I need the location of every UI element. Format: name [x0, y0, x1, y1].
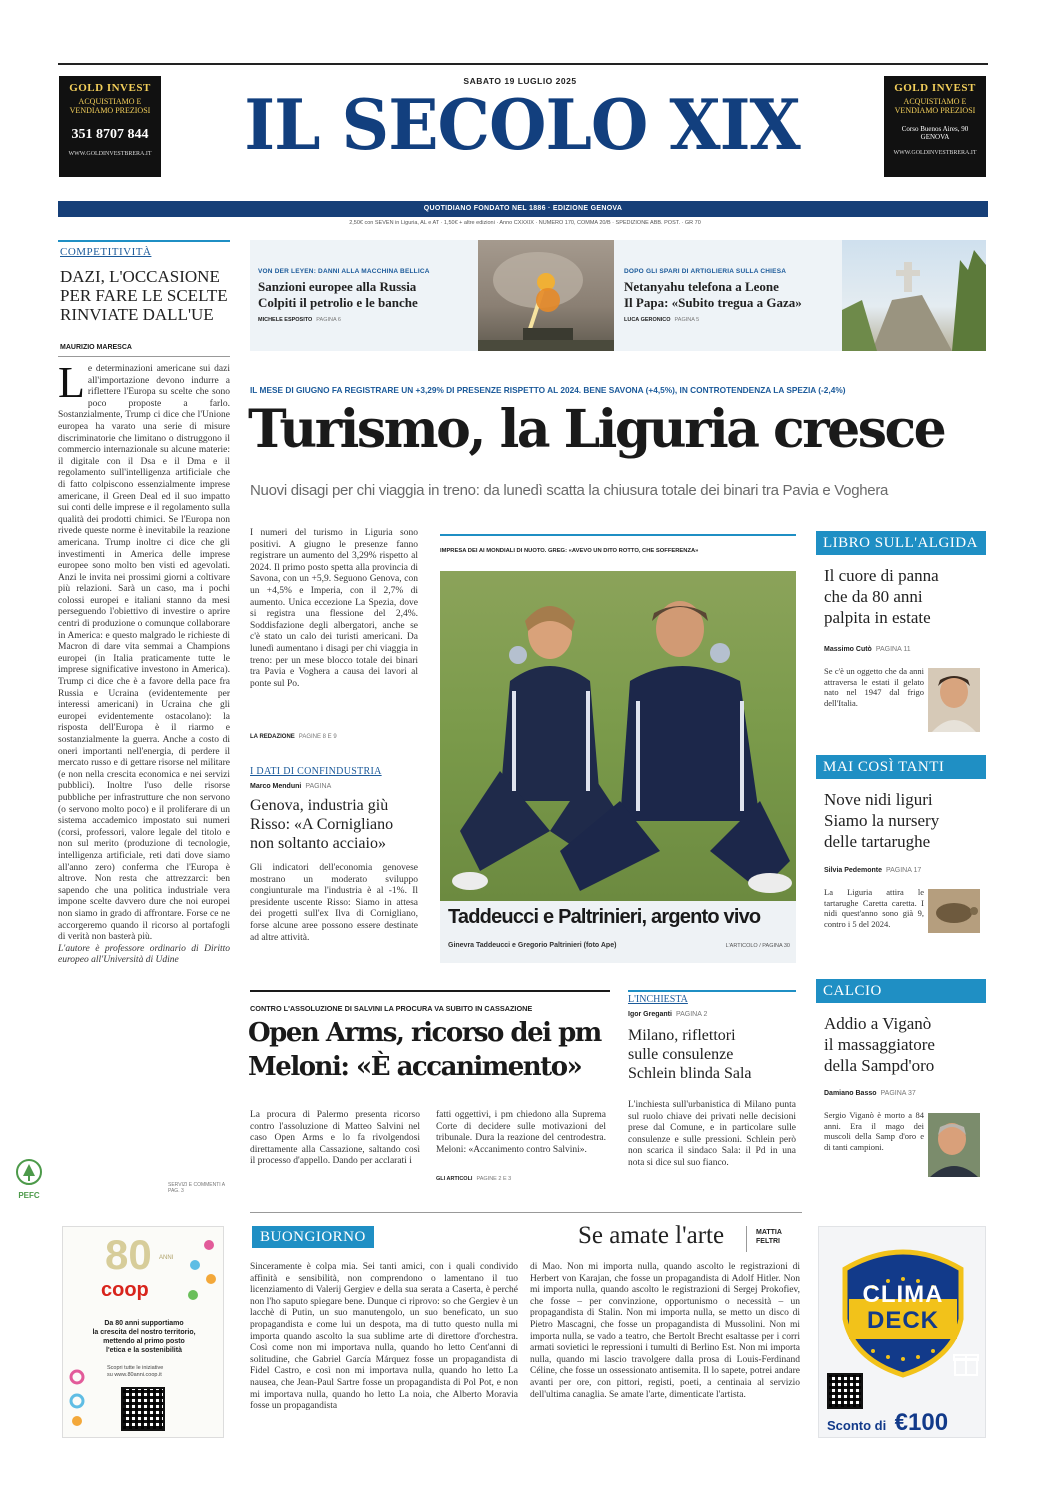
- buongiorno-author-line: FELTRI: [756, 1238, 780, 1245]
- inquiry-page: PAGINA 2: [675, 1011, 708, 1018]
- teaser-title: [258, 279, 474, 311]
- photo-story-kicker: IMPRESA DEI AI MONDIALI DI NUOTO. GREG: «AVEVO UN DITO ROTTO, CHE SOFFERENZA»: [440, 548, 699, 554]
- photo-story-caption-box[interactable]: [440, 901, 796, 963]
- gold-invest-line2: VENDIAMO PREZIOSI: [69, 106, 151, 115]
- buongiorno-title: Se amate l'arte: [578, 1222, 725, 1249]
- sidebar-author: Silvia Pedemonte: [824, 867, 882, 874]
- inquiry-title-line: sulle consulenze: [628, 1046, 734, 1063]
- sidebar-author: Damiano Basso: [824, 1090, 877, 1097]
- teaser-title: [624, 279, 840, 311]
- teaser-card[interactable]: [624, 268, 840, 338]
- industry-title-line: non soltanto acciaio»: [250, 835, 386, 852]
- editorial-body-text: e determinazioni americane sui dazi all'importazione devono indurre a riflettere l'Europa su scelte che sono poco proposte a farlo. Sostanzialmente, Trump ci dice che l'Unione europea ha varato una serie di misure discriminatorie che limitano o distruggono il commercio internazionale su alcune materie: il digitale con il Dsa e il Dma e il regolamento sull'intelligenza artificiale che di fatto colpiscono essenzialmente imprese americane, il Green Deal ed il suo impatto sui conti delle imprese e il regolamento sulla qualità dei prodotti chimici. Se l'Europa non rivede queste norme è inevitabile la reazione americana. Trump inoltre ci dice che gli investimenti in America delle imprese europee sono molto ben visti ed agevolati. Anzi le invita nei prossimi giorni a coltivare più relazioni. Sarà un caso, ma i pochi colossi europei e italiani stanno da mesi perseguendo l'obiettivo di investire o aprire centri di produzione o comunque collaborare in America: e questo malgrado le richieste di Macron di dare vita semmai a Champions europei (in Italia praticamente tutte le imprese significative investono in America). Trump ci dice che è a favore della pace fra Russia e Ucraina (evidentemente per interessi americani) in Ucraina che gli europei evidentemente ostacolano): la risposta dell'Europa è il riarmo e sostanzialmente la guerra. Anche a costo di oneri importanti nell'energia, di perdere il mercato russo e di gettare risorse nel militare (e non nella crescita economica e nei servizi pubblici). Inoltre l'uso delle risorse pubbliche per infrastrutture che non servono (o servono molto poco) e il proliferare di un sistema accademico impostato sui numeri (corsi, professori, valore legale del titolo e non sul merito (produzione di tecnologie, intelligenza artificiale, reti dati dove siamo all'anno zero) conferma che l'Europa è altrove. Non resta che attrezzarci: ben sapendo che una politica industriale vera impone scelte davvero dure che noi europei non siamo in grado di affrontare. Forse ce ne accorgeremo quando il ricorso al portafogli di verità non basterà più.: [58, 364, 230, 943]
- sidebar-rubric: MAI COSÌ TANTI: [816, 755, 986, 779]
- editorial-separator: [58, 356, 230, 357]
- sidebar-title-line: delle tartarughe: [824, 832, 931, 851]
- gold-invest-line1: ACQUISTIAMO E: [78, 97, 142, 106]
- gold-invest-ad-left[interactable]: [59, 76, 161, 177]
- clima-deck-ad[interactable]: [818, 1226, 986, 1438]
- industry-title-line: Genova, industria giù: [250, 797, 389, 814]
- lead-body-text: I numeri del turismo in Liguria sono positivi. A giugno le presenze fanno registrare un aumento del 3,29% rispetto al 2024. Il primo posto spetta alla provincia di Savona, con un +5,9. Seguono Genova, con un +4,5% e Imperia, con il 2,7% di aumento. Unica eccezione La Spezia, dove si registra una flessione del 2,4%. Soddisfazione degli albergatori, anche se c'è stato un calo dei turisti americani. Da lunedì aumentano i disagi per chi viaggia in treno: per un mese blocco totale dei binari tra Pavia e Voghera a causa dei lavori al ponte sul Po.: [250, 528, 418, 689]
- editorial-headline-line: RINVIATE DALL'UE: [60, 305, 214, 324]
- gold-invest-line2: VENDIAMO PREZIOSI: [894, 106, 976, 115]
- masthead-top-rule: [58, 63, 988, 65]
- buongiorno-author: [756, 1228, 782, 1246]
- turtle-photo: [928, 889, 980, 933]
- masthead-strip-text: QUOTIDIANO FONDATO NEL 1886 · EDIZIONE GENOVA: [423, 205, 623, 212]
- lead-byline: [250, 734, 337, 740]
- coop-qr-code-icon[interactable]: [121, 1387, 165, 1431]
- editorial-headline-line: PER FARE LE SCELTE: [60, 286, 228, 305]
- inquiry-article[interactable]: [628, 990, 796, 1190]
- industry-page: PAGINA: [305, 783, 332, 790]
- sidebar-title: [824, 789, 984, 852]
- industry-article[interactable]: [250, 766, 418, 966]
- sidebar-title: [824, 565, 984, 628]
- buongiorno-col1: Sinceramente è colpa mia. Sei tanti amici, con i quali condivido affinità e sensibilità, non comprendono o lamentano il tuo licenziamento di Valerij Gergiev e della sua serata a Caserta, è perché non l'ho saputo spiegare bene. Dunque ci riprovo: so che Gergiev è un lacchè di Putin, un suo manutengolo, un suo beneficato, un suo propagandista e come lui un despota, ma di tutto questo nulla mi importa quando ascolto la sua sublime arte di direttore d'orchestra. Così come non mi importava nulla, quando ho letto Cent'anni di solitudine, che Gabriel García Márquez fosse un propagandista di Fidel Castro, e così non mi importava nulla, quando ho letto La nausea, che Jean-Paul Sartre fosse un propagandista di Pol Pot, e non mi importava nulla, quando ho letto La noia, che Alberto Moravia fosse un propagandista: [250, 1262, 518, 1412]
- sidebar: [816, 531, 986, 1191]
- open-arms-body-right: fatti oggettivi, i pm chiedono alla Suprema Corte di decidere sulle motivazioni del tribunale. Dura la reazione del centrodestra. Meloni: «Accanimento contro Salvini».: [436, 1110, 606, 1155]
- gift-icon: [951, 1347, 981, 1377]
- industry-body: Gli indicatori dell'economia genovese mostrano un moderato sviluppo congiunturale ma l'industria è al -1%. Il presidente uscente Risso: Siamo in attesa dei progetti sull'ex Ilva di Cornigliano, forse alcune aree possono essere destinate ad altre attività.: [250, 863, 418, 943]
- inquiry-title-line: Milano, riflettori: [628, 1027, 736, 1044]
- open-arms-author: GLI ARTICOLI: [436, 1176, 473, 1182]
- lead-kicker: IL MESE DI GIUGNO FA REGISTRARE UN +3,29% DI PRESENZE RISPETTO AL 2024. BENE SAVONA (+4,5%), IN CONTROTENDENZA LA SPEZIA (-2,4%): [250, 385, 846, 395]
- inquiry-author: Igor Greganti: [628, 1011, 672, 1018]
- sidebar-title-line: Siamo la nursery: [824, 811, 940, 830]
- teaser-author: MICHELE ESPOSITO: [258, 317, 313, 323]
- industry-byline: [250, 783, 418, 790]
- open-arms-rule: [250, 990, 610, 992]
- teaser-page: PAGINA 6: [316, 317, 341, 323]
- sidebar-title-line: Addio a Viganò: [824, 1014, 932, 1033]
- inquiry-title-line: Schlein blinda Sala: [628, 1065, 752, 1082]
- inquiry-rubric: L'INCHIESTA: [628, 994, 688, 1005]
- coop-side-icons: [67, 1367, 87, 1427]
- buongiorno-title-divider: [746, 1226, 747, 1252]
- gold-invest-line1: ACQUISTIAMO E: [903, 97, 967, 106]
- open-arms-body-left: La procura di Palermo presenta ricorso contro l'assoluzione di Matteo Salvini nel caso Open Arms e lo fa rivolgendosi direttamente alla Cassazione, saltando così il processo d'appello. Dando per acclarati i: [250, 1110, 420, 1167]
- editorial-rubric: COMPETITIVITÀ: [60, 246, 152, 258]
- editorial-column: [58, 240, 230, 1195]
- editorial-rule: [58, 240, 230, 242]
- vigano-photo: [928, 1113, 980, 1177]
- gold-invest-ad-right[interactable]: [884, 76, 986, 177]
- clima-deck-line2: DECK: [866, 1307, 939, 1334]
- editorial-author: MAURIZIO MARESCA: [60, 344, 132, 351]
- inquiry-byline: [628, 1011, 707, 1018]
- coop-brand: coop: [101, 1279, 149, 1301]
- editorial-continued: SERVIZI E COMMENTI A PAG. 3: [168, 1182, 225, 1194]
- buongiorno-rubric: BUONGIORNO: [252, 1226, 374, 1248]
- sidebar-body: Se c'è un oggetto che da anni attraversa le estati il gelato nato nel 1947 dal frigo dell'Italia.: [824, 666, 924, 708]
- sidebar-title-line: che da 80 anni: [824, 587, 923, 606]
- sidebar-item-vigano[interactable]: [816, 979, 986, 1191]
- coop-cta-url: su www.80anni.coop.it: [107, 1372, 162, 1378]
- editorial-footer: L'autore è professore ordinario di Diritto europeo all'Università di Udine: [58, 943, 230, 966]
- teaser-author: LUCA GERONICO: [624, 317, 671, 323]
- sidebar-byline: [824, 1090, 916, 1097]
- sidebar-body: La Liguria attira le tartarughe Caretta caretta. I nidi quest'anno sono già 9, contro i 5 del 2024.: [824, 887, 924, 929]
- industry-title: [250, 796, 418, 853]
- photo-story-page: L'ARTICOLO / PAGINA 30: [725, 943, 790, 949]
- teaser-title-line: Netanyahu telefona a Leone: [624, 279, 779, 294]
- coop-years: ANNI: [159, 1255, 174, 1261]
- rocket-launch-photo: [478, 240, 614, 351]
- clima-deck-offer-label: Sconto di: [827, 1418, 887, 1433]
- sidebar-author: Massimo Cutò: [824, 646, 872, 653]
- inquiry-title: [628, 1026, 796, 1083]
- clima-deck-line1: CLIMA: [862, 1281, 944, 1308]
- sidebar-title-line: il massaggiatore: [824, 1035, 935, 1054]
- teaser-byline: [258, 317, 474, 323]
- sidebar-item-turtles[interactable]: [816, 755, 986, 970]
- open-arms-kicker: CONTRO L'ASSOLUZIONE DI SALVINI LA PROCURA VA SUBITO IN CASSAZIONE: [250, 1004, 533, 1013]
- coop-copy-line: la crescita del nostro territorio,: [92, 1329, 196, 1336]
- buongiorno-col2: di Mao. Non mi importa nulla, quando ascolto le registrazioni di Herbert von Karajan, che fosse un propagandista di Adolf Hitler. Non mi importa nulla, quando ascolto le registrazioni di Sergej Prokofiev, che fosse – per convinzione, opportunismo o necessità – un propagandista di Stalin. Non mi importa nulla, se metto un disco di Pietro Mascagni, che fosse un propagandista di Mussolini. Non mi importa nulla, se vado a teatro, che Bertolt Brecht esaltasse per i corri armati sovietici le repressioni i tumulti di Berlino Est. Non mi importa nulla, quando mi lascio travolgere dalla prosa di Louis-Ferdinand Céline, che fosse un ossessionato antisemita. Il lo sapete, potrei andare avanti per ore, con pittori, registi, poeti, a centinaia al servizio dell'ultima canaglia. Se amate l'arte, dimenticate l'artista.: [530, 1262, 800, 1400]
- sidebar-title-line: Nove nidi liguri: [824, 790, 933, 809]
- sidebar-title-line: della Sampd'oro: [824, 1056, 935, 1075]
- lead-subhead: Nuovi disagi per chi viaggia in treno: da lunedì scatta la chiusura totale dei binari tra Pavia e Voghera: [250, 482, 889, 499]
- teaser-kicker: DOPO GLI SPARI DI ARTIGLIERIA SULLA CHIESA: [624, 268, 787, 275]
- sidebar-item-algida[interactable]: [816, 531, 986, 751]
- gold-invest-url: WWW.GOLDINVESTBRERA.IT: [68, 151, 152, 157]
- editorial-headline: [60, 267, 230, 324]
- buongiorno-author-line: MATTIA: [756, 1229, 782, 1236]
- bottom-rule: [250, 1212, 802, 1213]
- teaser-title-line: Il Papa: «Subito tregua a Gaza»: [624, 295, 802, 310]
- clima-deck-qr-code-icon[interactable]: [827, 1373, 863, 1409]
- editorial-headline-line: DAZI, L'OCCASIONE: [60, 267, 220, 286]
- sidebar-byline: [824, 646, 911, 653]
- teaser-byline: [624, 317, 840, 323]
- church-statue-photo: [842, 240, 986, 351]
- lead-page: PAGINE 8 E 9: [298, 734, 337, 740]
- coop-cta-line: Scopri tutte le iniziative: [107, 1365, 164, 1371]
- coop-copy: [73, 1319, 215, 1355]
- coop-copy-line: Da 80 anni supportiamo: [104, 1320, 184, 1327]
- photo-story-headline: Taddeucci e Paltrinieri, argento vivo: [448, 906, 761, 928]
- colored-dots-icon: [181, 1235, 221, 1305]
- open-arms-headline[interactable]: [248, 1016, 618, 1084]
- clima-deck-offer: [827, 1409, 948, 1437]
- sidebar-byline: [824, 867, 921, 874]
- coop-cta: [107, 1365, 177, 1379]
- sidebar-body: Sergio Viganò è morto a 84 anni. Era il mago dei muscoli della Samp d'oro e di tanti campioni.: [824, 1110, 924, 1152]
- open-arms-byline: [436, 1176, 511, 1182]
- lead-body: [250, 528, 418, 733]
- lead-headline: Turismo, la Liguria cresce: [248, 399, 945, 460]
- coop-copy-line: mettendo al primo posto: [103, 1338, 185, 1345]
- teaser-kicker: VON DER LEYEN: DANNI ALLA MACCHINA BELLICA: [258, 268, 430, 275]
- photo-story-caption: Ginevra Taddeucci e Gregorio Paltrinieri (foto Ape): [448, 942, 617, 949]
- gold-invest-url: WWW.GOLDINVESTBRERA.IT: [893, 150, 977, 156]
- inquiry-rule: [628, 990, 796, 992]
- pefc-logo-icon: [12, 1158, 46, 1198]
- sidebar-page: PAGINA 11: [875, 646, 911, 653]
- teaser-title-line: Sanzioni europee alla Russia: [258, 279, 417, 294]
- industry-title-line: Risso: «A Cornigliano: [250, 816, 394, 833]
- editorial-dropcap: L: [58, 364, 85, 407]
- open-arms-headline-line: Open Arms, ricorso dei pm: [248, 1018, 601, 1048]
- sidebar-rubric: LIBRO SULL'ALGIDA: [816, 531, 986, 555]
- teaser-title-line: Colpiti il petrolio e le banche: [258, 295, 418, 310]
- sidebar-title: [824, 1013, 984, 1076]
- swimmers-photo: [440, 571, 796, 901]
- gold-invest-phone: 351 8707 844: [71, 127, 149, 142]
- masthead-strip-small: 2,50€ con SEVEN in Liguria, AL e AT · 1,50€ + altre edizioni · Anno CXXXIX · NUMERO 170, COMMA 20/B · SPEDIZIONE ABB. POST. · GR 70: [349, 220, 701, 226]
- pefc-label: PEFC: [18, 1191, 40, 1200]
- teaser-card[interactable]: [258, 268, 474, 338]
- open-arms-headline-line: Meloni: «È accanimento»: [248, 1052, 582, 1082]
- sidebar-page: PAGINA 37: [880, 1090, 916, 1097]
- gold-invest-brand: GOLD INVEST: [69, 82, 151, 94]
- sidebar-page: PAGINA 17: [885, 867, 922, 874]
- sidebar-title-line: Il cuore di panna: [824, 566, 939, 585]
- gold-invest-brand: GOLD INVEST: [894, 82, 976, 94]
- sidebar-rubric: CALCIO: [816, 979, 986, 1003]
- masthead-title: IL SECOLO XIX: [244, 84, 800, 166]
- gold-invest-city: GENOVA: [920, 133, 950, 141]
- inquiry-body: L'inchiesta sull'urbanistica di Milano punta sul ruolo chiave dei privati nelle decisioni prese dal Comune, e in particolare sulle consulenze e sulle pressioni. Schlein però non scarica il sindaco Sala: il Pd in una nota si dice sul suo fianco.: [628, 1100, 796, 1168]
- industry-rubric: I DATI DI CONFINDUSTRIA: [250, 766, 382, 777]
- algida-author-photo: [928, 668, 980, 732]
- teaser-page: PAGINA 5: [674, 317, 700, 323]
- photo-story-rule: [440, 534, 796, 536]
- masthead-date: SABATO 19 LUGLIO 2025: [463, 76, 577, 86]
- lead-author: LA REDAZIONE: [250, 734, 295, 740]
- masthead-strip: [58, 201, 988, 217]
- coop-ad[interactable]: [62, 1226, 224, 1438]
- sidebar-title-line: palpita in estate: [824, 608, 931, 627]
- coop-copy-line: l'etica e la sostenibilità: [106, 1347, 182, 1354]
- open-arms-page: PAGINE 2 E 3: [476, 1176, 512, 1182]
- gold-invest-address: Corso Buenos Aires, 90: [901, 125, 969, 133]
- clima-deck-offer-amount: €100: [894, 1409, 949, 1436]
- industry-author: Marco Menduni: [250, 783, 302, 790]
- editorial-body: [58, 364, 230, 1174]
- coop-80: 80: [105, 1231, 152, 1278]
